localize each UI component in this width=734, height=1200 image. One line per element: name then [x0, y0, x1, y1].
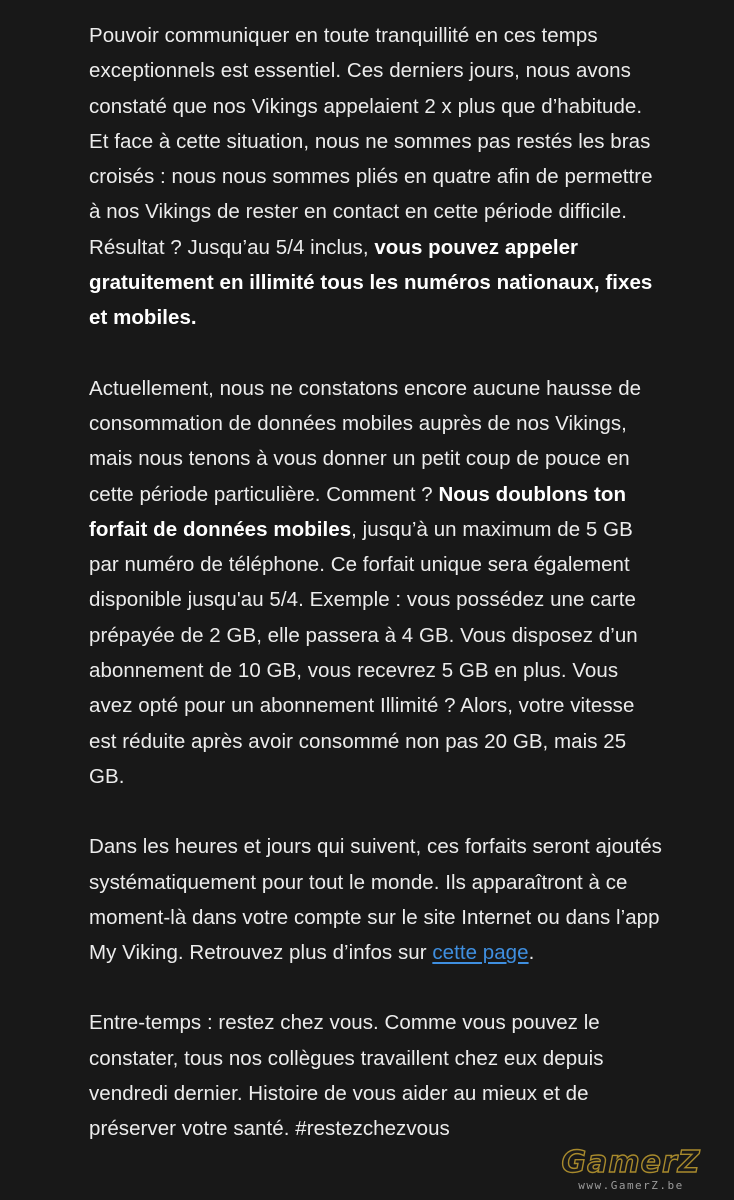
gamerz-watermark — [546, 1146, 716, 1192]
paragraph-info-text-after: . — [528, 941, 535, 965]
paragraph-info — [89, 829, 664, 970]
paragraph-data-bold: Nous doublons ton forfait de données mobiles — [89, 482, 627, 541]
paragraph-stay-home — [89, 1005, 664, 1146]
article-body — [89, 18, 664, 1182]
gamerz-url: www.GamerZ.be — [578, 1179, 684, 1192]
gamerz-logo: GamerZ — [561, 1145, 701, 1180]
paragraph-calls-text: Pouvoir communiquer en toute tranquillité en ces temps exceptionnels est essentiel. Ces derniers jours, nous avons constaté que nos Vikings appelaient 2 x plus que d’habitude. Et face à cette situation, nous ne sommes pas restés les bras croisés : nous nous sommes pliés en quatre afin de permettre à nos Vikings de rester en contact en cette période difficile. Résultat ? Jusqu’au 5/4 inclus, — [89, 24, 653, 259]
paragraph-info-text-before: Dans les heures et jours qui suivent, ces forfaits seront ajoutés systématiquement pour tout le monde. Ils apparaîtront à ce moment-là dans votre compte sur le site Internet ou dans l’app My Viking. Retrouvez plus d’infos sur — [89, 835, 662, 965]
paragraph-stay-home-text: Entre-temps : restez chez vous. Comme vous pouvez le constater, tous nos collègues travaillent chez eux depuis vendredi dernier. Histoire de vous aider au mieux et de préserver votre santé. #restezchezvous — [89, 1011, 604, 1141]
paragraph-calls-bold: vous pouvez appeler gratuitement en illimité tous les numéros nationaux, fixes et mobiles. — [89, 235, 653, 330]
paragraph-data-text-before: Actuellement, nous ne constatons encore aucune hausse de consommation de données mobiles auprès de nos Vikings, mais nous tenons à vous donner un petit coup de pouce en cette période particulière. Comment ? — [89, 376, 642, 506]
paragraph-data — [89, 371, 664, 795]
paragraph-data-text-after: , jusqu’à un maximum de 5 GB par numéro de téléphone. Ce forfait unique sera également disponible jusqu'au 5/4. Exemple : vous possédez une carte prépayée de 2 GB, elle passera à 4 GB. Vous disposez d’un abonnement de 10 GB, vous recevrez 5 GB en plus. Vous avez opté pour un abonnement Illimité ? Alors, votre vitesse est réduite après avoir consommé non pas 20 GB, mais 25 GB. — [89, 517, 638, 788]
paragraph-calls — [89, 18, 664, 336]
cette-page-link[interactable]: cette page — [432, 941, 529, 965]
